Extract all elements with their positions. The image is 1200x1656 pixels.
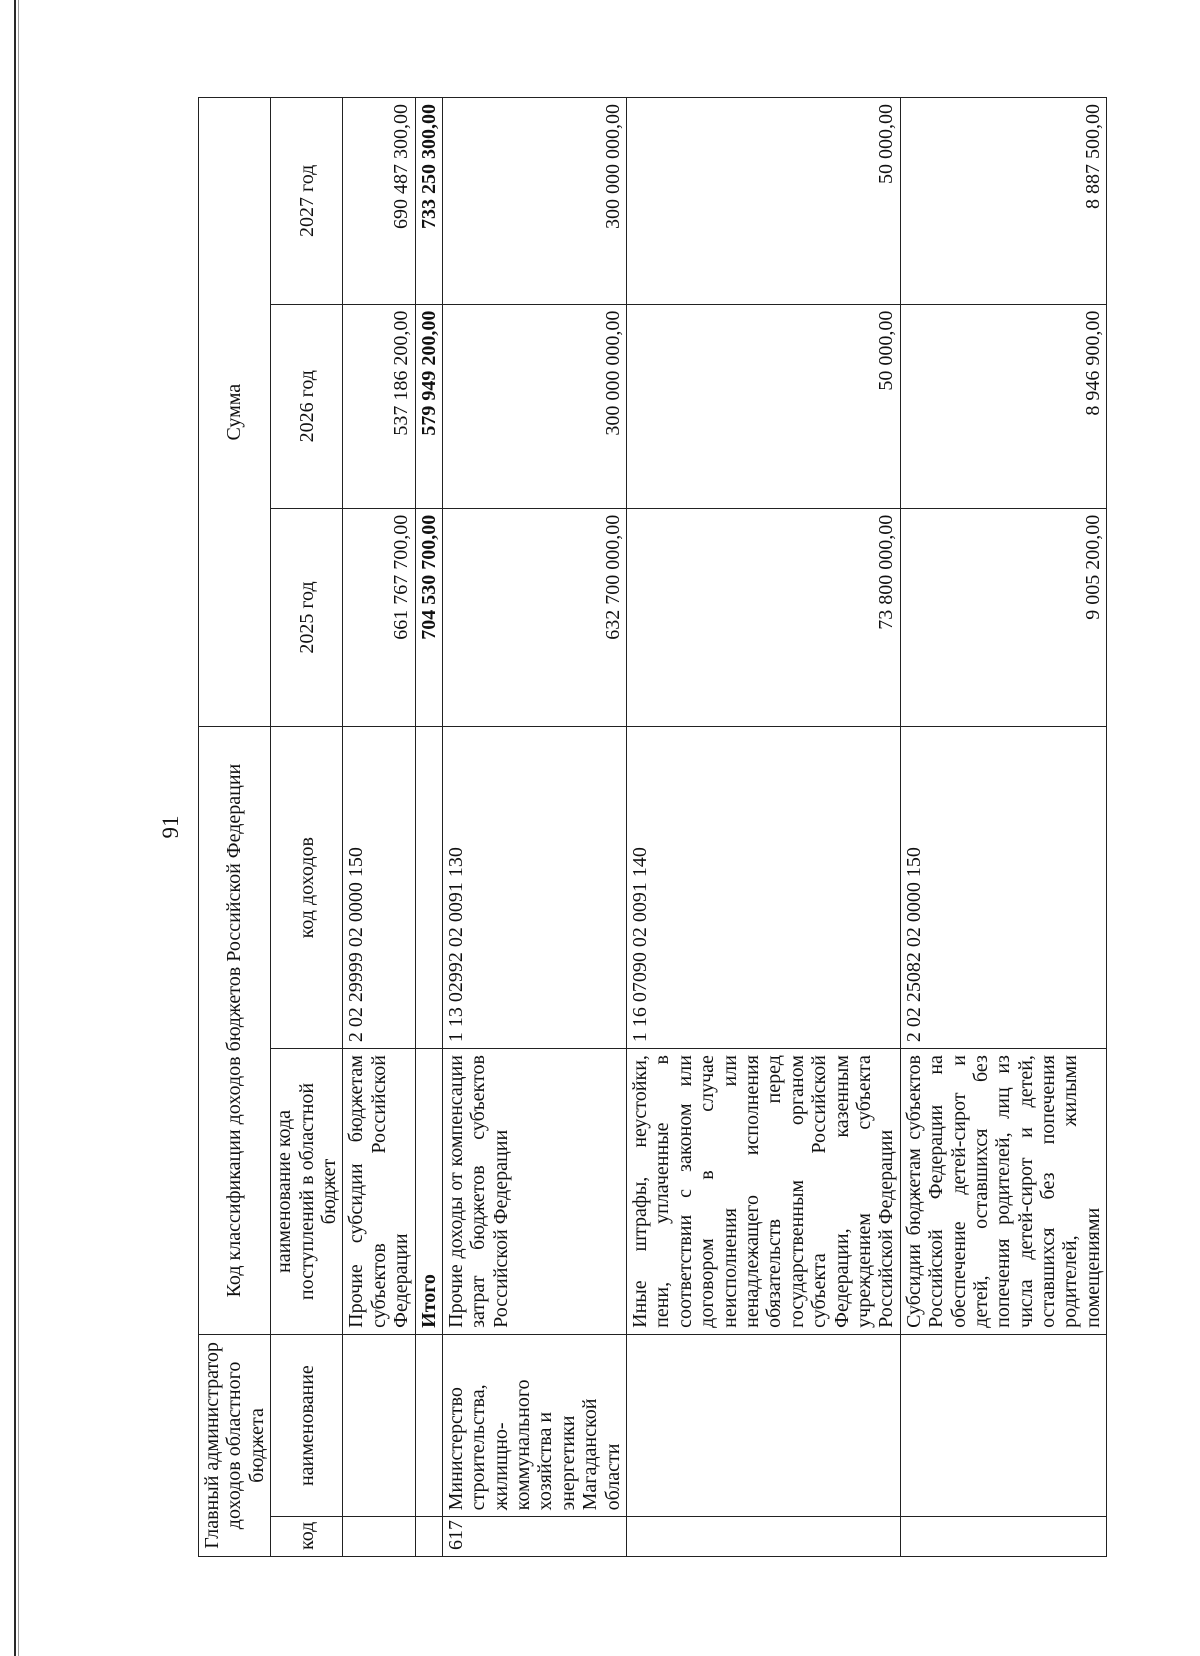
amount-2025-cell: 632 700 000,00 (442, 508, 626, 727)
amount-2026-cell: 537 186 200,00 (343, 304, 415, 508)
revenue-table (198, 97, 1107, 1557)
header-col-revenue-name: наименование кода поступлений в областной бюджет (271, 1049, 343, 1335)
amount-2027-cell: 690 487 300,00 (343, 98, 415, 305)
table-row (627, 98, 901, 1557)
scan-page-edge-shadow (18, 0, 19, 1656)
revenue-code-cell: 1 16 07090 02 0091 140 (627, 727, 901, 1049)
revenue-code-cell (415, 727, 442, 1049)
admin-name-cell (627, 1334, 901, 1517)
revenue-name-cell: Иные штрафы, неустойки, пени, уплаченные в соответствии с законом или договором в случае неисполнения или ненадлежащего исполнения обязательств перед государственным органом субъекта Российской Федерации, казенным учреждением субъекта Российской Федерации (627, 1049, 901, 1335)
table-row-total (415, 98, 442, 1557)
amount-2027-cell: 8 887 500,00 (900, 98, 1107, 305)
header-row-groups (199, 98, 271, 1557)
total-2025-cell: 704 530 700,00 (415, 508, 442, 727)
admin-code-cell (627, 1517, 901, 1557)
header-col-2025: 2025 год (271, 508, 343, 727)
page-number: 91 (158, 815, 183, 839)
header-col-revenue-code: код доходов (271, 727, 343, 1049)
amount-2026-cell: 50 000,00 (627, 304, 901, 508)
header-row-columns (271, 98, 343, 1557)
header-col-code: код (271, 1517, 343, 1557)
header-classification-group: Код классификации доходов бюджетов Российской Федерации (199, 727, 271, 1335)
admin-code-cell (415, 1517, 442, 1557)
revenue-code-cell: 2 02 25082 02 0000 150 (900, 727, 1107, 1049)
revenue-name-cell: Субсидии бюджетам субъектов Российской Федерации на обеспечение детей-сирот и детей, оставшихся без попечения родителей, лиц из числа детей-сирот и детей, оставшихся без попечения родителей, жилыми помещениями (900, 1049, 1107, 1335)
amount-2026-cell: 8 946 900,00 (900, 304, 1107, 508)
amount-2026-cell: 300 000 000,00 (442, 304, 626, 508)
admin-code-cell: 617 (442, 1517, 626, 1557)
header-col-name: наименование (271, 1334, 343, 1517)
scan-page-edge (14, 0, 16, 1656)
revenue-name-cell: Прочие доходы от компенсации затрат бюджетов субъектов Российской Федерации (442, 1049, 626, 1335)
amount-2025-cell: 9 005 200,00 (900, 508, 1107, 727)
amount-2025-cell: 73 800 000,00 (627, 508, 901, 727)
amount-2025-cell: 661 767 700,00 (343, 508, 415, 727)
admin-name-cell (343, 1334, 415, 1517)
revenue-name-cell: Прочие субсидии бюджетам субъектов Российской Федерации (343, 1049, 415, 1335)
total-label: Итого (415, 1049, 442, 1335)
header-col-2027: 2027 год (271, 98, 343, 305)
total-2027-cell: 733 250 300,00 (415, 98, 442, 305)
admin-name-cell: Министерство строительства, жилищно-коммунального хозяйства и энергетики Магаданской области (442, 1334, 626, 1517)
admin-code-cell (900, 1517, 1107, 1557)
rotated-document-sheet (158, 97, 1104, 1557)
table-row (343, 98, 415, 1557)
admin-name-cell (415, 1334, 442, 1517)
revenue-code-cell: 1 13 02992 02 0091 130 (442, 727, 626, 1049)
amount-2027-cell: 300 000 000,00 (442, 98, 626, 305)
admin-code-cell (343, 1517, 415, 1557)
table-row (442, 98, 626, 1557)
header-sum-group: Сумма (199, 98, 271, 727)
amount-2027-cell: 50 000,00 (627, 98, 901, 305)
revenue-code-cell: 2 02 29999 02 0000 150 (343, 727, 415, 1049)
header-admin-group: Главный администратор доходов областного бюджета (199, 1334, 271, 1556)
table-row (900, 98, 1107, 1557)
admin-name-cell (900, 1334, 1107, 1517)
header-col-2026: 2026 год (271, 304, 343, 508)
total-2026-cell: 579 949 200,00 (415, 304, 442, 508)
